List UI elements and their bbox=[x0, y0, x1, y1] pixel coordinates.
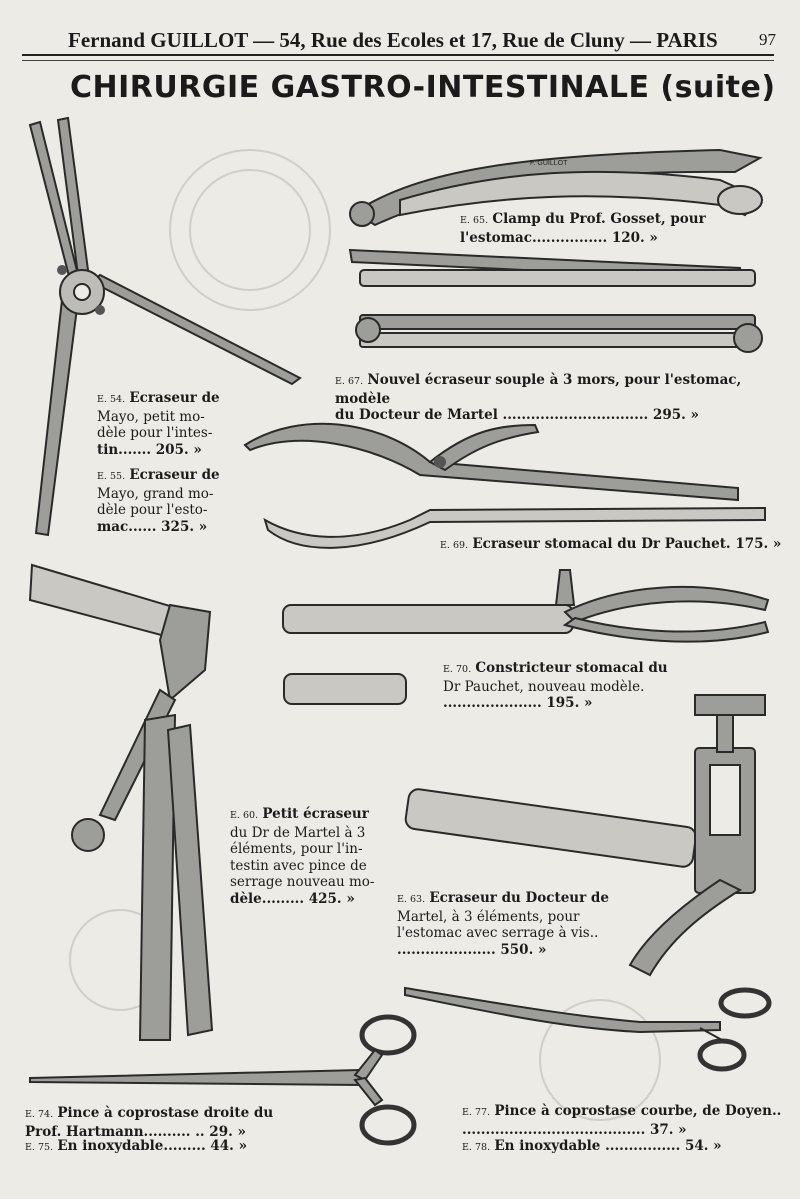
page-title: CHIRURGIE GASTRO-INTESTINALE (suite) bbox=[70, 70, 776, 105]
item-price-line: l'estomac................ 120. » bbox=[460, 229, 658, 246]
item-e55 bbox=[97, 467, 225, 535]
item-e69 bbox=[440, 536, 785, 555]
item-price-line: tin....... 205. » bbox=[97, 441, 202, 458]
item-code: E. 60. bbox=[230, 810, 259, 821]
item-e67 bbox=[335, 372, 785, 424]
item-line: testin avec pince de bbox=[230, 857, 367, 874]
item-line: Ecraseur du Docteur de bbox=[429, 890, 609, 906]
item-e75 bbox=[25, 1138, 295, 1157]
item-e70 bbox=[443, 660, 673, 712]
item-line: Pince à coprostase courbe, de Doyen.. bbox=[494, 1103, 782, 1119]
item-price-line: ..................... 550. » bbox=[397, 941, 547, 958]
item-code: E. 77. bbox=[462, 1107, 491, 1118]
item-price-line: ..................... 195. » bbox=[443, 695, 593, 711]
item-e74 bbox=[25, 1105, 295, 1140]
item-code: E. 65. bbox=[460, 215, 489, 226]
martel-flexible-crusher-illustration bbox=[350, 250, 762, 352]
item-e65 bbox=[460, 211, 720, 246]
item-code: E. 74. bbox=[25, 1109, 54, 1120]
doyen-curved-forceps-illustration bbox=[405, 988, 769, 1069]
item-line: Mayo, grand mo- bbox=[97, 485, 214, 502]
item-e77 bbox=[462, 1103, 782, 1138]
item-line: Ecraseur de bbox=[129, 467, 220, 483]
item-line: Dr Pauchet, nouveau modèle. bbox=[443, 678, 645, 695]
item-code: E. 55. bbox=[97, 471, 126, 482]
item-line: dèle pour l'esto- bbox=[97, 502, 208, 518]
item-line: Nouvel écraseur souple à 3 mors, pour l'estomac, modèle bbox=[335, 372, 742, 407]
item-line: Pince à coprostase droite du bbox=[57, 1105, 274, 1121]
item-line: Martel, à 3 éléments, pour bbox=[397, 908, 580, 925]
engraved-mark: F. GUILLOT bbox=[530, 160, 568, 167]
item-e54 bbox=[97, 390, 225, 458]
item-price-line: En inoxydable ................ 54. » bbox=[494, 1138, 722, 1154]
item-line: du Dr de Martel à 3 bbox=[230, 824, 366, 841]
item-code: E. 67. bbox=[335, 376, 364, 387]
item-code: E. 70. bbox=[443, 664, 472, 675]
item-line: Ecraseur de bbox=[129, 390, 220, 406]
item-line: Ecraseur stomacal du Dr Pauchet. 175. » bbox=[472, 536, 782, 552]
item-line: Petit écraseur bbox=[262, 806, 369, 822]
item-price-line: du Docteur de Martel ............................... 295. » bbox=[335, 407, 699, 423]
item-line: Clamp du Prof. Gosset, pour bbox=[492, 211, 706, 227]
item-price-line: Prof. Hartmann.......... .. 29. » bbox=[25, 1123, 246, 1140]
item-code: E. 63. bbox=[397, 894, 426, 905]
item-code: E. 75. bbox=[25, 1142, 54, 1153]
item-price-line: dèle......... 425. » bbox=[230, 890, 355, 907]
item-e78 bbox=[462, 1138, 782, 1157]
item-e63 bbox=[397, 890, 647, 958]
item-code: E. 78. bbox=[462, 1142, 491, 1153]
item-price-line: mac...... 325. » bbox=[97, 518, 208, 535]
item-code: E. 69. bbox=[440, 540, 469, 551]
item-price-line: En inoxydable......... 44. » bbox=[57, 1138, 248, 1154]
item-line: l'estomac avec serrage à vis.. bbox=[397, 925, 599, 941]
item-code: E. 54. bbox=[97, 394, 126, 405]
header-text: Fernand GUILLOT — 54, Rue des Ecoles et 17, Rue de Cluny — PARIS bbox=[68, 28, 718, 52]
item-line: Mayo, petit mo- bbox=[97, 408, 205, 425]
item-line: Constricteur stomacal du bbox=[475, 660, 668, 676]
item-price-line: ....................................... 37. » bbox=[462, 1121, 687, 1138]
pauchet-crusher-illustration bbox=[245, 424, 765, 548]
small-martel-crusher-illustration bbox=[30, 565, 212, 1040]
item-line: éléments, pour l'in- bbox=[230, 841, 363, 857]
item-e60 bbox=[230, 806, 388, 907]
page-number: 97 bbox=[759, 30, 776, 49]
item-line: serrage nouveau mo- bbox=[230, 874, 375, 890]
item-line: dèle pour l'intes- bbox=[97, 425, 213, 441]
